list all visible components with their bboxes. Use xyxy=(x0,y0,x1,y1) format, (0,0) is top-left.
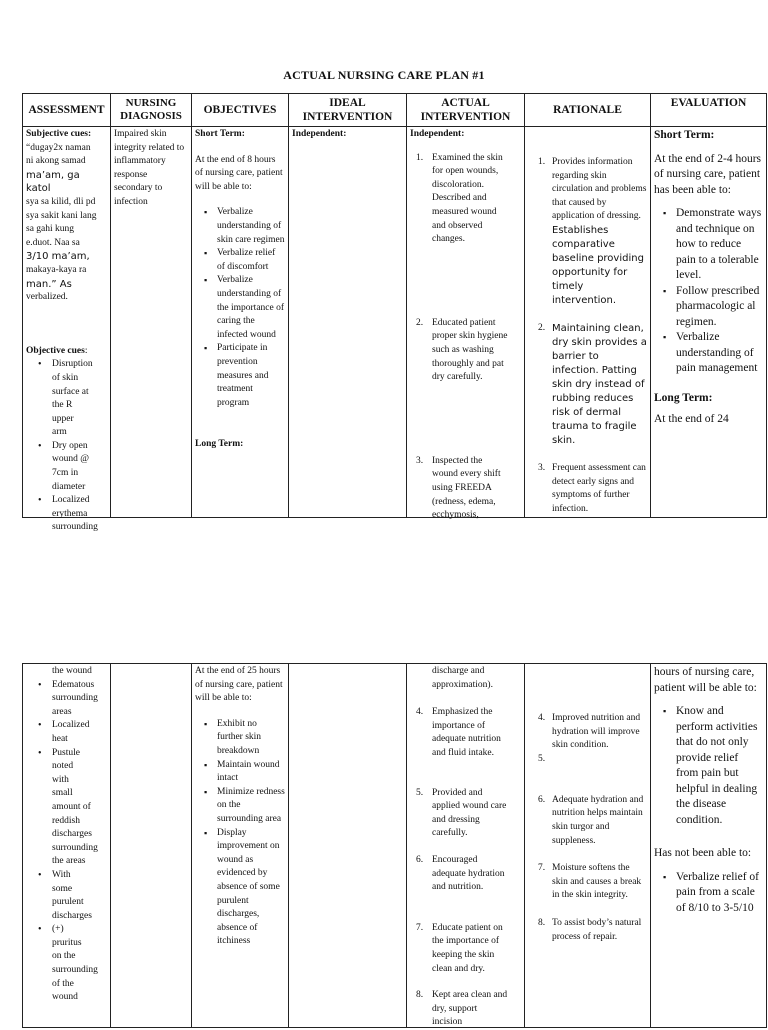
list-item: • (+) pruritus on the surrounding of the wound xyxy=(52,923,91,1005)
ideal-intervention-cell xyxy=(289,664,407,1028)
list-item: ▪ Verbalize understanding of pain management xyxy=(676,330,763,377)
long-term-label: Long Term: xyxy=(654,391,713,404)
list-item: 8. Kept area clean and dry, support incision xyxy=(416,990,508,1028)
care-plan-table-page2 xyxy=(22,663,767,1028)
header-objectives: OBJECTIVES xyxy=(192,94,289,127)
subjective-line: “dugay2x naman xyxy=(26,142,91,153)
subjective-line: ni akong samad xyxy=(26,156,86,167)
actual-continuation: discharge and approximation). xyxy=(432,666,493,690)
list-item: ▪ Demonstrate ways and technique on how to reduce pain to a tolerable level. xyxy=(676,206,763,284)
assessment-cell xyxy=(23,127,111,533)
list-item: ▪ Know and perform activities that do not only provide relief from pain but helpful in dealing the disease condition. xyxy=(676,704,763,828)
list-item: • With some purulent discharges xyxy=(52,869,91,923)
list-item: ▪ Verbalize relief of discomfort xyxy=(217,247,285,274)
list-item: ▪ Maintain wound intact xyxy=(217,759,285,786)
list-item: • Disruption of skin surface at the R upper arm xyxy=(52,358,89,440)
not-able-label: Has not been able to: xyxy=(654,847,752,859)
long-term-label: Long Term: xyxy=(195,439,244,450)
short-term-label: Short Term: xyxy=(195,129,245,139)
list-item: 7. Educate patient on the importance of keeping the skin clean and dry. xyxy=(416,922,503,974)
actual-intervention-cell xyxy=(407,127,525,521)
list-item: 2. Maintaining clean, dry skin provides a barrier to infection. Patting skin dry instead of rubbing reduces risk of dermal trauma to fragile skin. xyxy=(538,322,647,446)
diagnosis-cell xyxy=(111,664,192,1028)
objectives-intro: At the end of 8 hours of nursing care, patient will be able to: xyxy=(195,154,283,192)
list-item: 8. To assist body’s natural process of repair. xyxy=(538,917,642,942)
long-term-text: At the end of 24 xyxy=(654,413,729,425)
objective-cues-list xyxy=(26,679,107,1005)
care-plan-table-page1 xyxy=(22,93,767,533)
list-item: 3. Inspected the wound every shift using FREEDA (redness, edema, ecchymosis, xyxy=(416,455,501,521)
objectives-cell xyxy=(192,664,289,1028)
list-item: ▪ Exhibit no further skin breakdown xyxy=(217,718,285,759)
list-item: • Edematous surrounding areas xyxy=(52,679,91,720)
header-row xyxy=(23,94,767,127)
list-item: 2. Educated patient proper skin hygiene such as washing thoroughly and pat dry carefully. xyxy=(416,317,508,383)
assessment-cell xyxy=(23,664,111,1028)
diagnosis-cell xyxy=(111,127,192,518)
evaluation-cell xyxy=(651,127,767,518)
header-evaluation: EVALUATION xyxy=(651,94,767,127)
list-item: • Dry open wound @ 7cm in diameter xyxy=(52,440,89,494)
list-item: 1. Provides information regarding skin circulation and problems that caused by application of dressing. Establishes comparative baseline providing opportunity for timely intervention. xyxy=(538,157,647,306)
header-ideal-intervention: IDEAL INTERVENTION xyxy=(289,94,407,127)
header-actual-intervention: ACTUAL INTERVENTION xyxy=(407,94,525,127)
objectives-list xyxy=(195,718,285,949)
list-item: 5. Provided and applied wound care and dressing carefully. xyxy=(416,787,507,839)
document-title: ACTUAL NURSING CARE PLAN #1 xyxy=(283,68,485,82)
list-item: ▪ Verbalize understanding of skin care regimen xyxy=(217,206,285,247)
list-item: • Pustule noted with small amount of reddish discharges surrounding the areas xyxy=(52,747,91,869)
list-item: 6. Encouraged adequate hydration and nutrition. xyxy=(416,854,505,893)
evaluation-intro: hours of nursing care, patient will be able to: xyxy=(654,666,757,694)
rationale-cell xyxy=(525,664,651,1028)
nursing-diagnosis-text: Impaired skin integrity related to inflammatory response secondary to infection xyxy=(114,129,185,207)
subjective-line: man.” As xyxy=(26,278,72,290)
independent-label: Independent: xyxy=(410,129,465,139)
objective-label: Objective cues: xyxy=(26,345,88,356)
subjective-line: 3/10 ma’am, xyxy=(26,251,90,263)
subjective-line: sa gahi kung xyxy=(26,224,75,235)
evaluation-list xyxy=(654,206,763,377)
assessment-continuation: the wound xyxy=(52,666,92,676)
evaluation-list xyxy=(654,704,763,828)
list-item: • Localized heat xyxy=(52,719,91,746)
header-nursing-diagnosis: NURSING DIAGNOSIS xyxy=(111,94,192,127)
short-term-label: Short Term: xyxy=(654,129,715,141)
actual-intervention-cell xyxy=(407,664,525,1028)
list-item: ▪ Display improvement on wound as evidenced by absence of some purulent discharges, absence of itchiness xyxy=(217,827,285,949)
ideal-intervention-cell xyxy=(289,127,407,518)
header-rationale: RATIONALE xyxy=(525,94,651,127)
objectives-cell xyxy=(192,127,289,518)
subjective-line: sya sakit kani lang xyxy=(26,210,97,221)
actual-intervention-list xyxy=(410,152,521,523)
subjective-line: ma’am, ga katol xyxy=(26,169,80,195)
objective-cues-list xyxy=(26,358,107,535)
objectives-list xyxy=(195,206,285,410)
list-item: 7. Moisture softens the skin and causes a break in the skin integrity. xyxy=(538,863,642,901)
list-item: ▪ Verbalize understanding of the importance of caring the infected wound xyxy=(217,274,285,342)
list-item: 4. Emphasized the importance of adequate nutrition and fluid intake. xyxy=(416,707,501,758)
header-assessment: ASSESSMENT xyxy=(23,94,111,127)
independent-label: Independent: xyxy=(292,129,347,139)
subjective-line: verbalized. xyxy=(26,292,68,303)
subjective-line: sya sa kilid, dli pd xyxy=(26,196,96,207)
list-item: 4. Improved nutrition and hydration will improve skin condition. xyxy=(538,713,641,751)
objectives-intro: At the end of 25 hours of nursing care, patient will be able to: xyxy=(195,666,283,704)
list-item: ▪ Verbalize relief of pain from a scale of 8/10 to 3-5/10 xyxy=(676,870,763,917)
content-row xyxy=(23,127,767,518)
rationale-cell xyxy=(525,127,651,518)
list-item: • Localized erythema surrounding xyxy=(52,494,89,535)
content-row xyxy=(23,664,767,1028)
list-item: 5. xyxy=(538,753,546,764)
subjective-cues xyxy=(26,142,107,305)
evaluation-intro: At the end of 2-4 hours of nursing care, patient has been able to: xyxy=(654,152,761,196)
list-item: ▪ Minimize redness on the surrounding area xyxy=(217,786,285,827)
list-item: 1. Examined the skin for open wounds, discoloration. Described and measured wound and observed changes. xyxy=(416,152,503,245)
list-item: ▪ Participate in prevention measures and treatment program xyxy=(217,342,285,410)
actual-intervention-list xyxy=(410,706,521,1030)
evaluation-cell xyxy=(651,664,767,1028)
evaluation-not-list xyxy=(654,870,763,917)
list-item: 3. Frequent assessment can detect early signs and symptoms of further infection. xyxy=(538,462,646,514)
list-item: 6. Adequate hydration and nutrition helps maintain skin turgor and suppleness. xyxy=(538,794,644,846)
subjective-line: e.duot. Naa sa xyxy=(26,237,80,248)
list-item: ▪ Follow prescribed pharmacologic al regimen. xyxy=(676,284,763,331)
subjective-label: Subjective cues: xyxy=(26,129,92,139)
subjective-line: makaya-kaya ra xyxy=(26,264,87,275)
